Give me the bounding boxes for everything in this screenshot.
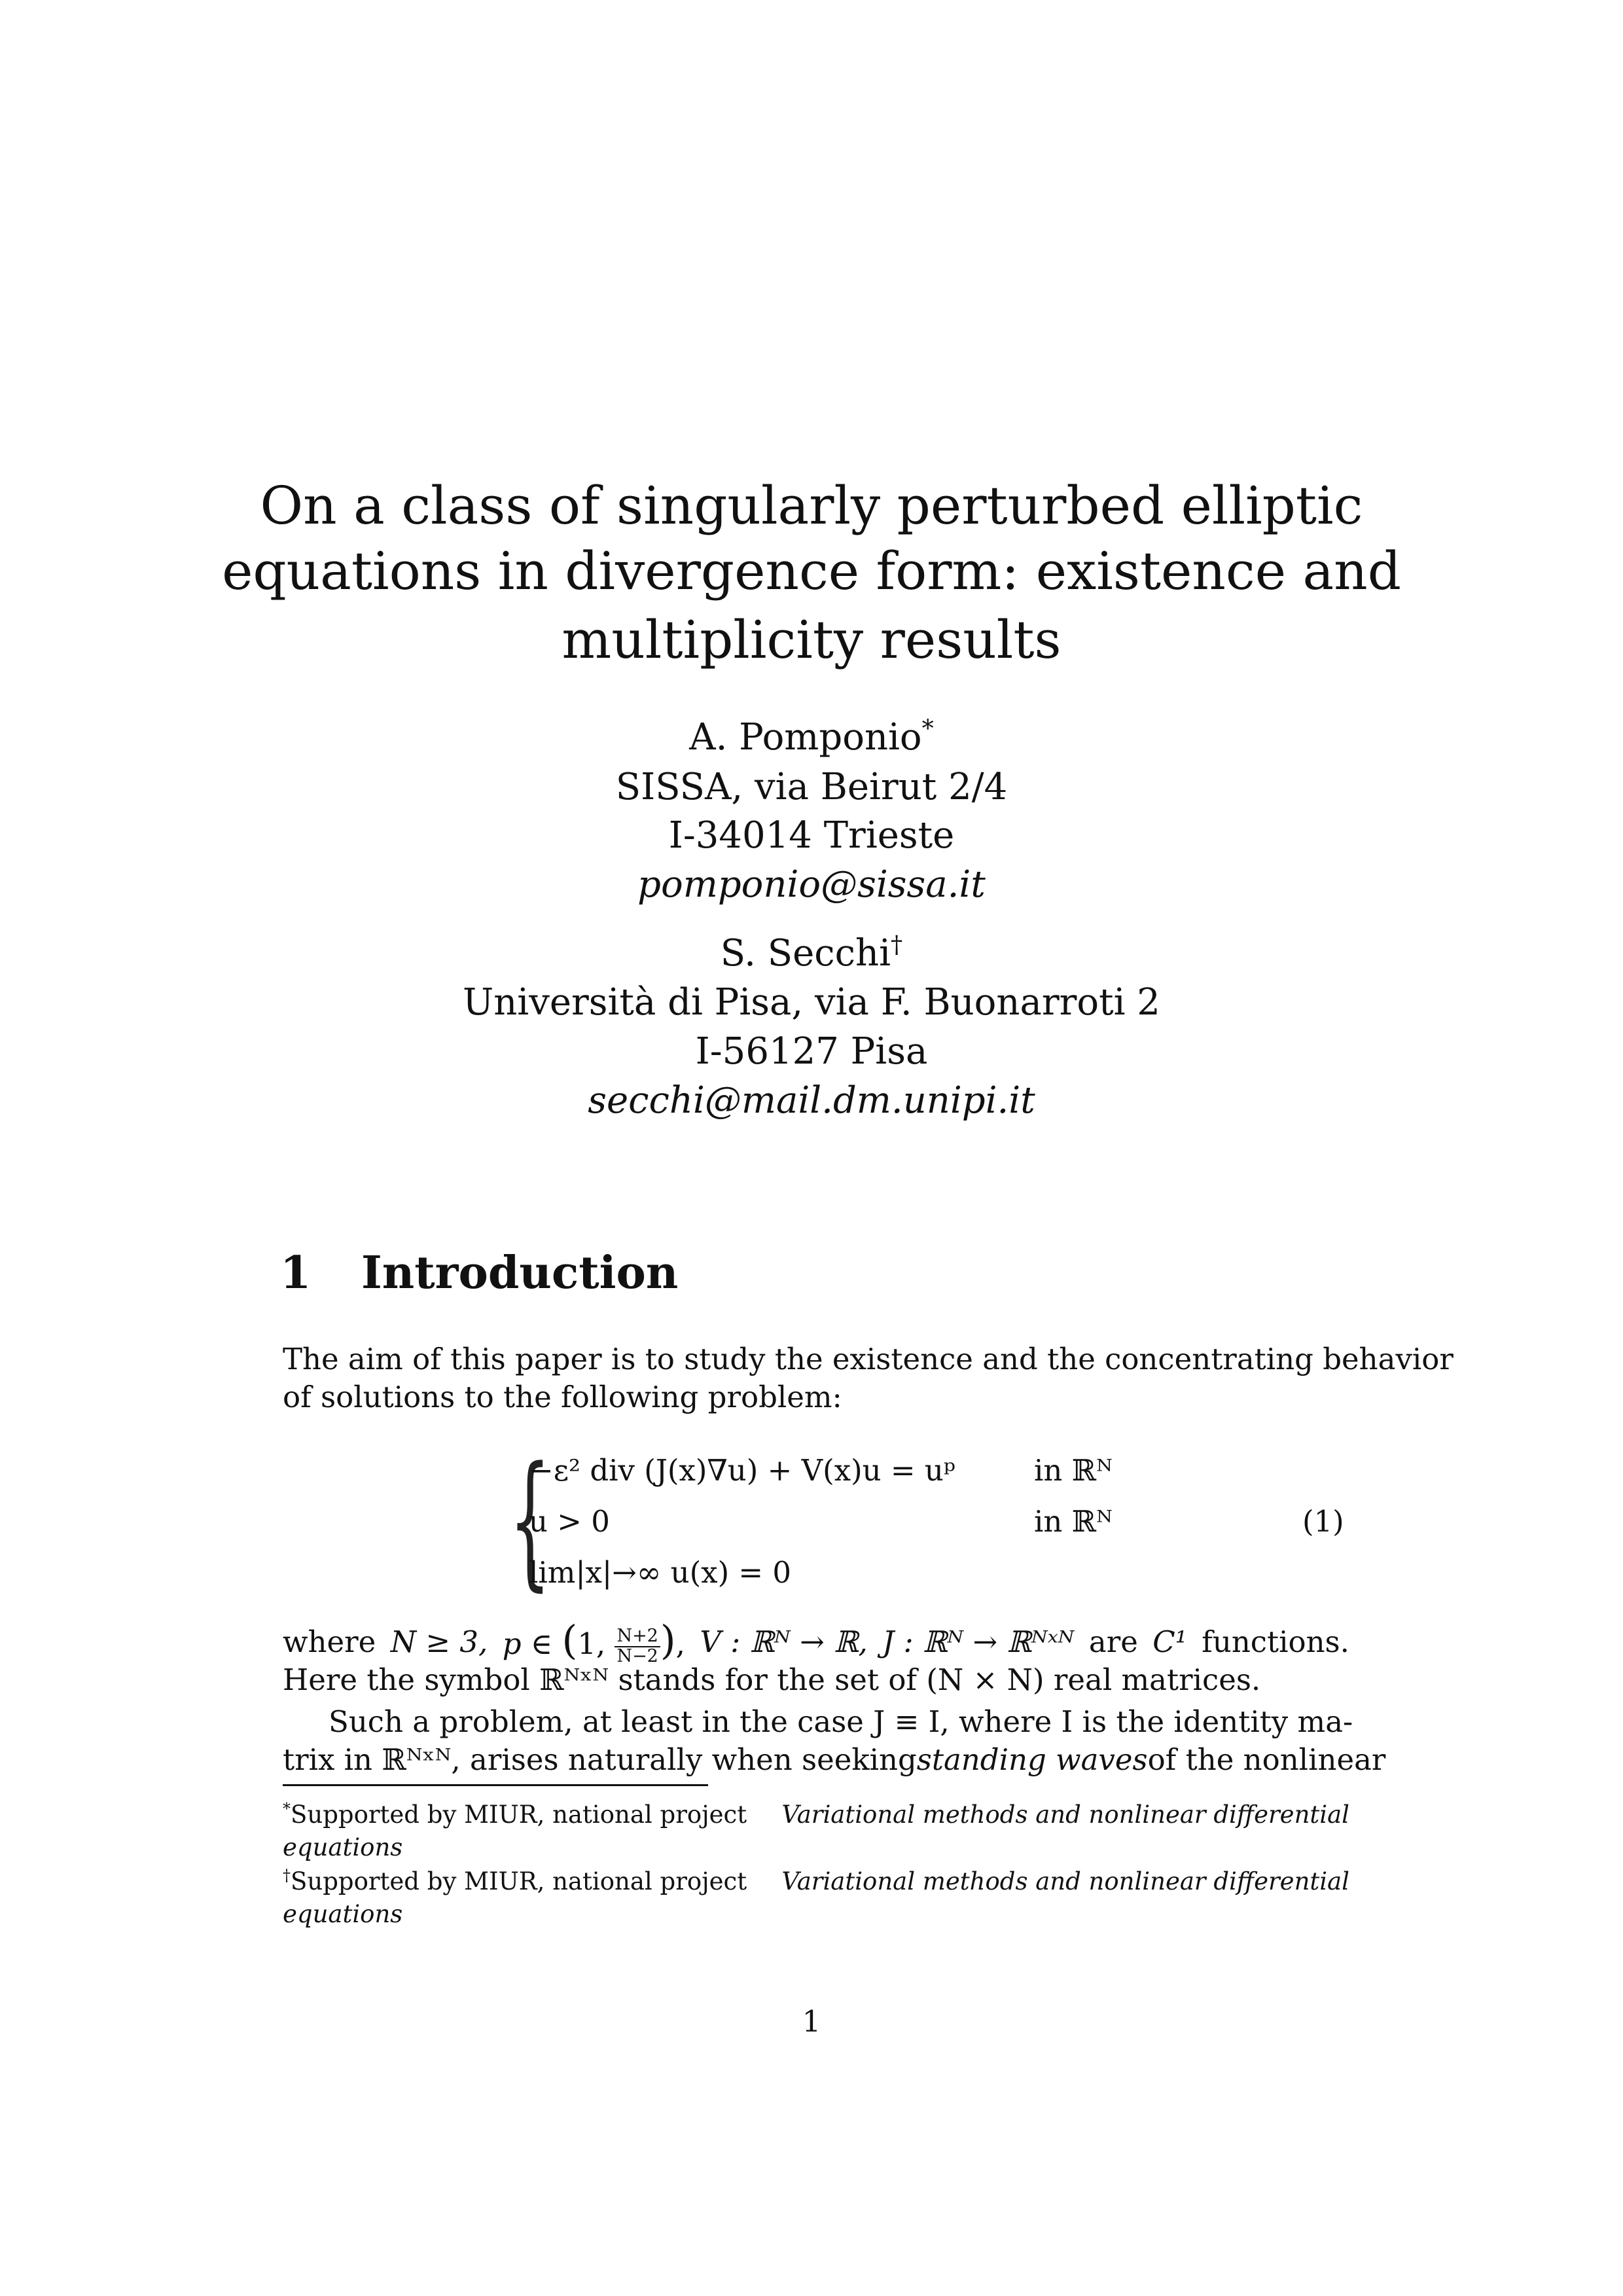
equation-row-3-lhs: lim|x|→∞ u(x) = 0 [529, 1555, 792, 1590]
equation-row-1-lhs: −ε² div (J(x)∇u) + V(x)u = uᵖ [529, 1453, 955, 1488]
footnote-rule [283, 1784, 708, 1786]
where-are: are [1088, 1624, 1138, 1659]
intro-line-1: The aim of this paper is to study the existence and the concentrating behavior [283, 1342, 1454, 1376]
equation-label: (1) [1302, 1504, 1344, 1539]
author-1-name: A. Pomponio* [689, 714, 934, 759]
paragraph-2-line-2: trix in ℝᴺˣᴺ, arises naturally when seeking standing waves of the nonlinear [283, 1742, 1386, 1777]
author-2-name: S. Secchi† [720, 930, 903, 975]
author-1-city: I-34014 Trieste [668, 814, 955, 857]
where-functions: functions. [1202, 1624, 1349, 1659]
author-2-email[interactable]: secchi@mail.dm.unipi.it [588, 1079, 1035, 1122]
where-v-map: V : ℝᴺ → ℝ, [700, 1624, 868, 1659]
where-word: where [283, 1624, 376, 1659]
where-j-map: J : ℝᴺ → ℝᴺˣᴺ [882, 1624, 1075, 1659]
equation-row-2-lhs: u > 0 [529, 1504, 610, 1539]
paper-title-line-1: On a class of singularly perturbed elliptic [260, 475, 1363, 536]
intro-line-2: of solutions to the following problem: [283, 1380, 842, 1414]
where-c1: C¹ [1152, 1624, 1187, 1659]
author-1-email[interactable]: pomponio@sissa.it [637, 863, 986, 906]
where-line [283, 1618, 1349, 1666]
paper-title-line-3: multiplicity results [562, 609, 1061, 670]
author-2-city: I-56127 Pisa [695, 1030, 928, 1073]
where-n-condition: N ≥ 3, [390, 1624, 488, 1659]
symbol-definition-line: Here the symbol ℝᴺˣᴺ stands for the set of (N × N) real matrices. [283, 1662, 1261, 1697]
equation-row-2-rhs: in ℝᴺ [1034, 1504, 1113, 1539]
author-2-affiliation: Università di Pisa, via F. Buonarroti 2 [463, 981, 1160, 1024]
where-p-interval: p ∈ (1, $\frac{N+2}{N-2}$ ), [502, 1618, 685, 1666]
author-1-affiliation: SISSA, via Beirut 2/4 [615, 766, 1008, 808]
equation-brace: { [509, 1436, 551, 1605]
standing-waves-term: standing waves [916, 1742, 1148, 1777]
page-number: 1 [802, 2004, 821, 2039]
paragraph-2-line-1: Such a problem, at least in the case J ≡ I, where I is the identity ma- [329, 1704, 1353, 1739]
equation-row-1-rhs: in ℝᴺ [1034, 1453, 1113, 1488]
paper-title-line-2: equations in divergence form: existence and [222, 541, 1401, 601]
footnote-2: †Supported by MIUR, national project Variational methods and nonlinear differential equations [283, 1866, 1349, 1928]
section-title: Introduction [361, 1247, 679, 1299]
footnote-1: *Supported by MIUR, national project Variational methods and nonlinear differential equations [283, 1799, 1349, 1861]
section-number: 1 [280, 1247, 312, 1299]
